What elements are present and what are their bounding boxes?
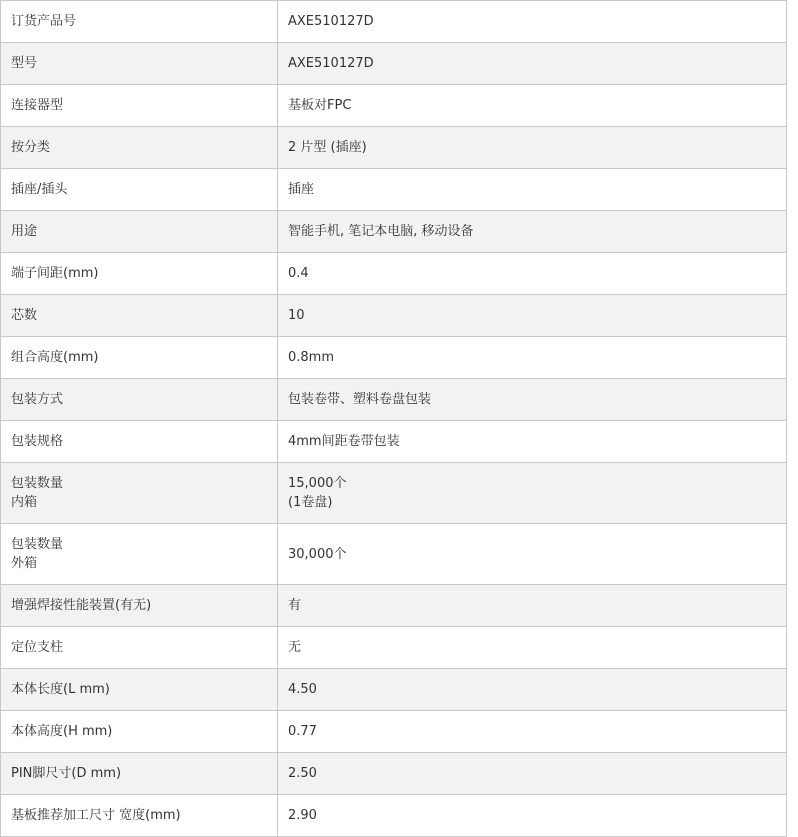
spec-row <box>1 753 787 795</box>
spec-value-cell <box>278 585 787 627</box>
spec-label-cell <box>1 1 278 43</box>
spec-label-cell <box>1 669 278 711</box>
spec-row <box>1 253 787 295</box>
spec-label: 本体长度(L mm) <box>11 682 110 697</box>
spec-label: 包装规格 <box>11 434 64 449</box>
spec-value: 30,000个 <box>288 546 347 562</box>
spec-value: 15,000个 <box>288 476 347 491</box>
spec-value: AXE510127D <box>288 56 374 71</box>
spec-value-cell <box>278 127 787 169</box>
spec-label-cell <box>1 337 278 379</box>
spec-row <box>1 85 787 127</box>
spec-label: 订货产品号 <box>11 14 77 29</box>
spec-value-cell <box>278 421 787 463</box>
spec-value: 4mm间距卷带包装 <box>288 434 400 449</box>
spec-value: 2.50 <box>288 766 317 781</box>
spec-label-cell <box>1 627 278 669</box>
spec-label-cell <box>1 43 278 85</box>
spec-label: 包装数量 <box>11 537 64 552</box>
spec-label-cell <box>1 379 278 421</box>
spec-value: AXE510127D <box>288 14 374 29</box>
spec-label-cell <box>1 253 278 295</box>
spec-label: PIN脚尺寸(D mm) <box>11 766 122 781</box>
spec-label-cell <box>1 585 278 627</box>
spec-label: 本体高度(H mm) <box>11 724 113 739</box>
spec-value-cell <box>278 43 787 85</box>
spec-row <box>1 43 787 85</box>
spec-label-cell <box>1 169 278 211</box>
spec-value-cell <box>278 337 787 379</box>
spec-label: 用途 <box>11 224 38 239</box>
spec-value-cell <box>278 711 787 753</box>
spec-row <box>1 211 787 253</box>
spec-value: 10 <box>288 308 305 323</box>
spec-row <box>1 524 787 585</box>
spec-value-cell <box>278 253 787 295</box>
spec-label-cell <box>1 795 278 837</box>
spec-label: 包装数量 <box>11 476 64 491</box>
spec-row <box>1 295 787 337</box>
spec-row <box>1 337 787 379</box>
spec-row <box>1 585 787 627</box>
spec-label-cell <box>1 711 278 753</box>
spec-value: 智能手机, 笔记本电脑, 移动设备 <box>288 224 474 239</box>
spec-value-cell <box>278 169 787 211</box>
spec-row <box>1 1 787 43</box>
spec-table-body <box>1 1 787 837</box>
spec-label: 插座/插头 <box>11 182 68 197</box>
spec-label: 连接器型 <box>11 98 64 113</box>
spec-value: 4.50 <box>288 682 317 697</box>
spec-label-cell <box>1 85 278 127</box>
spec-value-cell <box>278 463 787 524</box>
spec-value-cell <box>278 753 787 795</box>
spec-label-cell <box>1 753 278 795</box>
spec-row <box>1 127 787 169</box>
spec-value: 2 片型 (插座) <box>288 140 367 155</box>
spec-label: 增强焊接性能装置(有无) <box>11 598 152 613</box>
spec-value: 无 <box>288 640 302 655</box>
spec-label-cell <box>1 127 278 169</box>
spec-value-cell <box>278 795 787 837</box>
spec-value-cell <box>278 524 787 585</box>
spec-value: 基板对FPC <box>288 98 352 113</box>
spec-value: 插座 <box>288 182 315 197</box>
spec-label: 按分类 <box>11 140 51 155</box>
spec-row <box>1 379 787 421</box>
spec-row <box>1 669 787 711</box>
spec-value: 0.4 <box>288 266 309 281</box>
spec-value: 2.90 <box>288 808 317 823</box>
spec-label: 定位支柱 <box>11 640 64 655</box>
spec-label-cell <box>1 463 278 524</box>
spec-value-cell <box>278 295 787 337</box>
spec-label: 组合高度(mm) <box>11 350 99 365</box>
spec-row <box>1 421 787 463</box>
spec-value: 0.77 <box>288 724 317 739</box>
spec-value: 有 <box>288 598 302 613</box>
spec-value: (1卷盘) <box>288 495 333 510</box>
spec-row <box>1 169 787 211</box>
spec-label: 芯数 <box>11 308 38 323</box>
spec-value: 包装卷带、塑料卷盘包装 <box>288 392 432 407</box>
spec-label: 外箱 <box>11 556 38 571</box>
spec-value-cell <box>278 85 787 127</box>
spec-value-cell <box>278 211 787 253</box>
spec-row <box>1 627 787 669</box>
spec-value-cell <box>278 627 787 669</box>
spec-label: 基板推荐加工尺寸 宽度(mm) <box>11 808 181 823</box>
spec-label-cell <box>1 524 278 585</box>
spec-row <box>1 711 787 753</box>
spec-value: 0.8mm <box>288 350 335 365</box>
spec-value-cell <box>278 1 787 43</box>
spec-label-cell <box>1 295 278 337</box>
spec-label: 包装方式 <box>11 392 64 407</box>
spec-label: 端子间距(mm) <box>11 266 99 281</box>
spec-value-cell <box>278 379 787 421</box>
spec-label: 内箱 <box>11 495 38 510</box>
spec-value-cell <box>278 669 787 711</box>
spec-label: 型号 <box>11 56 38 71</box>
spec-label-cell <box>1 211 278 253</box>
spec-row <box>1 463 787 524</box>
spec-label-cell <box>1 421 278 463</box>
spec-row <box>1 795 787 837</box>
